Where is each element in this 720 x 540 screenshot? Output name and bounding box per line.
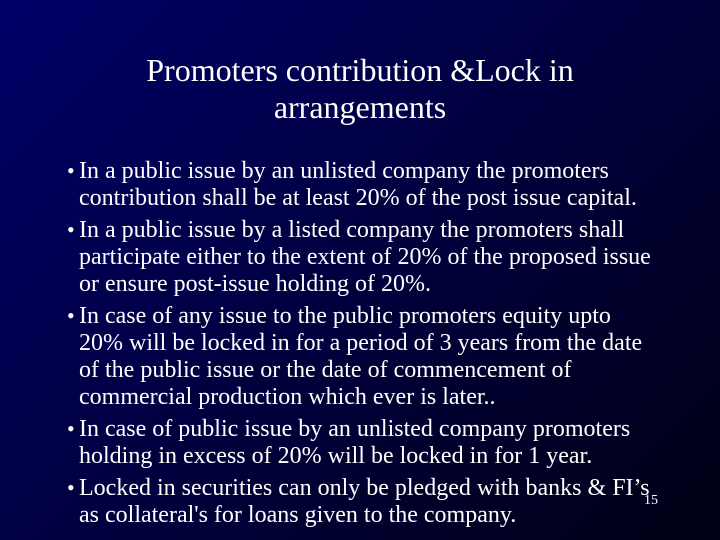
slide-title-line2: arrangements bbox=[273, 89, 447, 125]
bullet-item bbox=[67, 416, 659, 470]
bullet-list bbox=[67, 158, 659, 534]
bullet-text: In a public issue by a listed company the promoters shall participate either to the extent of 20% of the proposed issue or ensure post-issue holding of 20%. bbox=[79, 217, 651, 297]
slide-title bbox=[0, 52, 720, 126]
bullet-item bbox=[67, 303, 659, 411]
bullet-icon: • bbox=[67, 303, 75, 328]
bullet-item bbox=[67, 475, 659, 529]
bullet-text: In case of public issue by an unlisted company promoters holding in excess of 20% will be locked in for 1 year. bbox=[79, 416, 631, 469]
bullet-text: In a public issue by an unlisted company the promoters contribution shall be at least 20% of the post issue capital. bbox=[79, 158, 637, 211]
bullet-text: In case of any issue to the public promoters equity upto 20% will be locked in for a period of 3 years from the date of the public issue or the date of commencement of commercial production which ever is later.. bbox=[79, 303, 643, 410]
bullet-icon: • bbox=[67, 416, 75, 441]
bullet-text: Locked in securities can only be pledged with banks & FI’s as collateral's for loans given to the company. bbox=[79, 475, 650, 528]
slide-title-line1: Promoters contribution &Lock in bbox=[146, 52, 574, 88]
bullet-icon: • bbox=[67, 158, 75, 183]
slide-page-number: 15 bbox=[644, 493, 658, 508]
bullet-icon: • bbox=[67, 475, 75, 500]
bullet-item bbox=[67, 158, 659, 212]
bullet-item bbox=[67, 217, 659, 298]
bullet-icon: • bbox=[67, 217, 75, 242]
